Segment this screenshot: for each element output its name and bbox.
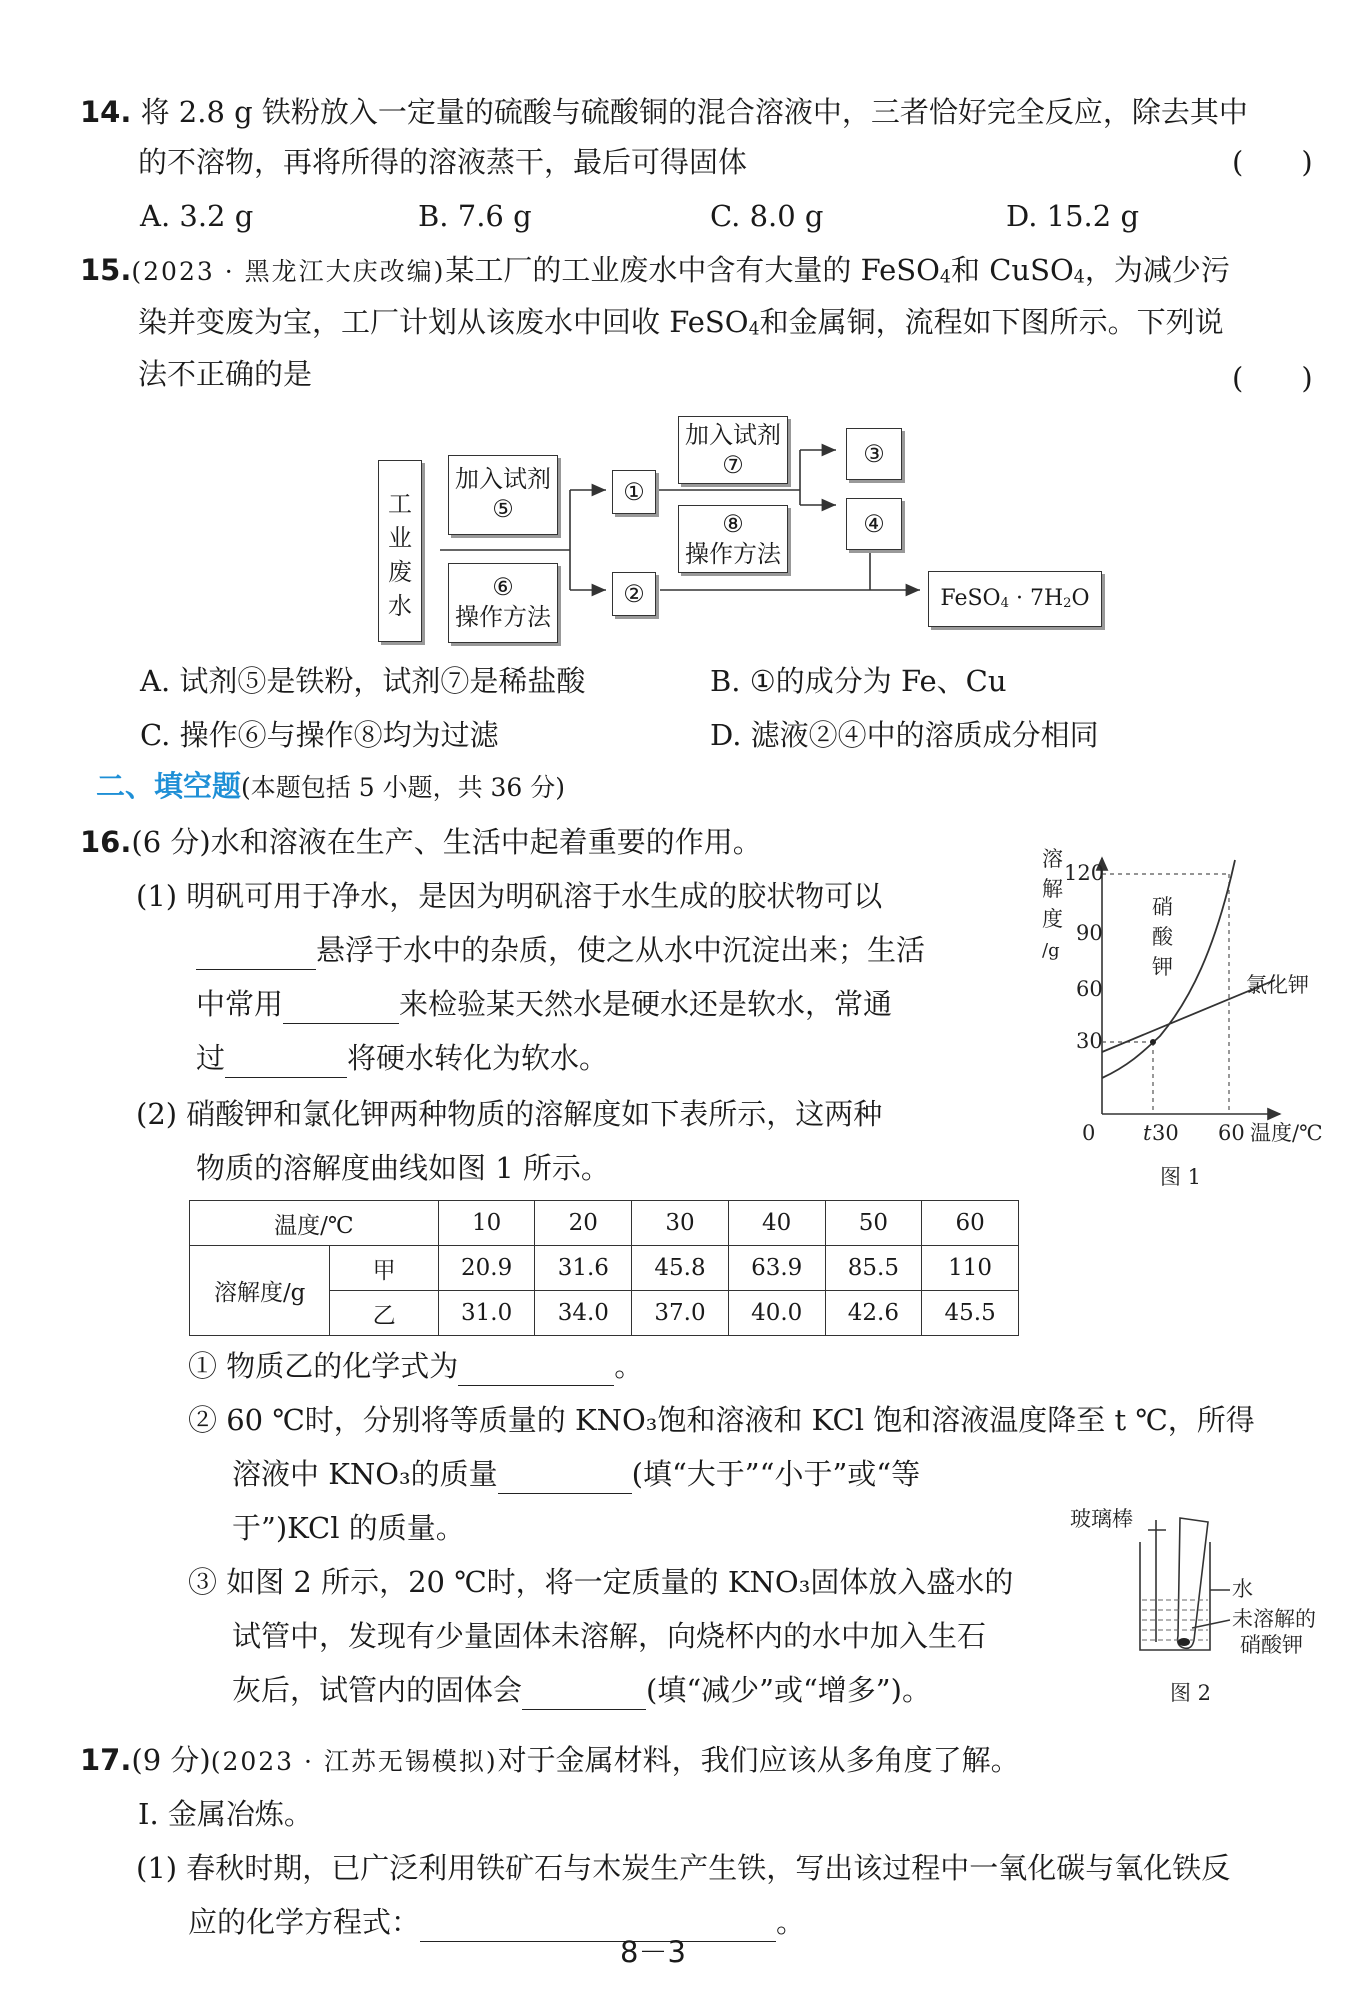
q17-p1-line2: 应的化学方程式： 。 xyxy=(188,1902,805,1942)
section-heading xyxy=(96,766,565,808)
table-substance-name: 甲 xyxy=(330,1246,438,1291)
q16-p1-line1: (1) 明矾可用于净水，是因为明矾溶于水生成的胶状物可以 xyxy=(136,879,883,913)
answer-blank-4[interactable] xyxy=(458,1355,614,1386)
q15-answer-paren: ( ) xyxy=(1232,361,1313,395)
page-number: 8－3 xyxy=(620,1935,686,1969)
q16-sub1: ① 物质乙的化学式为 。 xyxy=(188,1346,643,1386)
q14-option-a: A. 3.2 g xyxy=(140,199,254,233)
flow-waste-water-box: 工业废水 xyxy=(378,460,422,642)
figure2-beaker-diagram xyxy=(1060,1500,1350,1710)
curve1-label-char-1: 硝 xyxy=(1152,895,1173,919)
table-cell: 31.0 xyxy=(438,1291,535,1336)
table-temp-cell: 40 xyxy=(728,1201,825,1246)
undissolved-label-2: 硝酸钾 xyxy=(1240,1633,1303,1657)
table-cell: 37.0 xyxy=(632,1291,729,1336)
table-cell: 110 xyxy=(922,1246,1019,1291)
q15-line3: 法不正确的是 xyxy=(138,357,313,391)
section-title: 二、填空题 xyxy=(96,769,242,803)
q14-option-c: C. 8.0 g xyxy=(710,199,824,233)
water-label: 水 xyxy=(1232,1577,1253,1601)
answer-blank-3[interactable] xyxy=(225,1047,347,1078)
y-label-unit: /g xyxy=(1042,940,1060,961)
q15-number: 15. xyxy=(80,253,132,287)
q17-p1-line1: (1) 春秋时期，已广泛利用铁矿石与木炭生产生铁，写出该过程中一氧化碳与氧化铁反 xyxy=(136,1851,1231,1885)
table-temp-cell: 50 xyxy=(825,1201,922,1246)
q15-option-a: A. 试剂⑤是铁粉，试剂⑦是稀盐酸 xyxy=(140,664,586,698)
flow-reagent5-box: 加入试剂 ⑤ xyxy=(448,455,558,535)
glass-rod-label: 玻璃棒 xyxy=(1070,1507,1133,1531)
table-row-header xyxy=(190,1201,1019,1246)
flow-node1-box: ① xyxy=(612,470,656,514)
table-row xyxy=(190,1246,1019,1291)
y-tick-30: 30 xyxy=(1076,1029,1103,1053)
q16-sub2-line3: 于”)KCl 的质量。 xyxy=(232,1511,465,1545)
flow-operation8-box: ⑧ 操作方法 xyxy=(678,505,788,573)
table-cell: 31.6 xyxy=(535,1246,632,1291)
table-temp-cell: 60 xyxy=(922,1201,1019,1246)
q17-part1: Ⅰ. 金属冶炼。 xyxy=(138,1797,313,1831)
q15-option-b: B. ①的成分为 Fe、Cu xyxy=(710,664,1007,698)
x-axis-label: 温度/℃ xyxy=(1250,1121,1323,1145)
table-temp-cell: 20 xyxy=(535,1201,632,1246)
test-tube xyxy=(1178,1518,1208,1648)
x-tick-t: t xyxy=(1143,1121,1152,1145)
section-note: (本题包括 5 小题，共 36 分) xyxy=(241,773,566,802)
q14-option-b: B. 7.6 g xyxy=(418,199,532,233)
curve2-label: 氯化钾 xyxy=(1246,973,1309,997)
q15-option-c: C. 操作⑥与操作⑧均为过滤 xyxy=(140,718,499,752)
table-cell: 40.0 xyxy=(728,1291,825,1336)
q16-p2-line1: (2) 硝酸钾和氯化钾两种物质的溶解度如下表所示，这两种 xyxy=(136,1097,883,1131)
table-temp-header: 温度/℃ xyxy=(190,1201,439,1246)
curve1-label-char-3: 钾 xyxy=(1152,955,1173,979)
figure1-caption: 图 1 xyxy=(1160,1165,1202,1189)
q14-line1: 14. 将 2.8 g 铁粉放入一定量的硫酸与硫酸铜的混合溶液中，三者恰好完全反应，除去其中 xyxy=(80,95,1248,129)
curve1-label-char-2: 酸 xyxy=(1152,925,1173,949)
flow-product-box: FeSO$_4$ · $7H_2O$ xyxy=(928,571,1102,627)
table-cell: 63.9 xyxy=(728,1246,825,1291)
table-substance-name: 乙 xyxy=(330,1291,438,1336)
y-label-char-3: 度 xyxy=(1042,907,1063,931)
q16-p1-line3: 中常用 来检验某天然水是硬水还是软水，常通 xyxy=(196,984,892,1024)
q16-stem: 16.(6 分)水和溶液在生产、生活中起着重要的作用。 xyxy=(80,825,762,859)
table-cell: 34.0 xyxy=(535,1291,632,1336)
q14-number: 14. xyxy=(80,95,132,129)
y-label-char-1: 溶 xyxy=(1042,847,1063,871)
y-tick-120: 120 xyxy=(1064,861,1105,885)
table-temp-cell: 30 xyxy=(632,1201,729,1246)
table-solubility-header: 溶解度/g xyxy=(190,1246,330,1336)
y-label-char-2: 解 xyxy=(1042,877,1063,901)
q16-p1-line2: 悬浮于水中的杂质，使之从水中沉淀出来；生活 xyxy=(196,930,925,970)
undissolved-solid xyxy=(1178,1638,1190,1646)
figure2-caption: 图 2 xyxy=(1170,1681,1212,1705)
answer-blank-1[interactable] xyxy=(196,939,316,970)
y-tick-60: 60 xyxy=(1076,977,1103,1001)
solubility-table xyxy=(189,1200,1019,1336)
q16-sub3-line1: ③ 如图 2 所示，20 ℃时，将一定质量的 KNO₃固体放入盛水的 xyxy=(188,1565,1014,1599)
undissolved-label-1: 未溶解的 xyxy=(1232,1607,1316,1631)
q16-sub2-line2: 溶液中 KNO₃的质量 (填“大于”“小于”或“等 xyxy=(232,1454,920,1494)
q14-option-d: D. 15.2 g xyxy=(1006,199,1140,233)
flow-operation6-box: ⑥ 操作方法 xyxy=(448,563,558,643)
q15-line2: 染并变废为宝，工厂计划从该废水中回收 FeSO$_4$和金属铜，流程如下图所示。下列说 xyxy=(138,305,1224,340)
q15-source: (2023 · 黑龙江大庆改编) xyxy=(131,257,446,286)
q16-sub3-line3: 灰后，试管内的固体会 (填“减少”或“增多”)。 xyxy=(232,1670,931,1710)
table-cell: 85.5 xyxy=(825,1246,922,1291)
q15-line1: 15.(2023 · 黑龙江大庆改编)某工厂的工业废水中含有大量的 FeSO$_4$和 CuSO$_4$，为减少污 xyxy=(80,253,1230,288)
q16-sub2-line1: ② 60 ℃时，分别将等质量的 KNO₃饱和溶液和 KCl 饱和溶液温度降至 t ℃，所得 xyxy=(188,1403,1255,1437)
table-cell: 45.5 xyxy=(922,1291,1019,1336)
q17-stem: 17.(9 分)(2023 · 江苏无锡模拟)对于金属材料，我们应该从多角度了解。 xyxy=(80,1743,1020,1777)
flow-node4-box: ④ xyxy=(846,498,902,550)
table-cell: 42.6 xyxy=(825,1291,922,1336)
table-temp-cell: 10 xyxy=(438,1201,535,1246)
answer-blank-5[interactable] xyxy=(498,1463,632,1494)
table-cell: 20.9 xyxy=(438,1246,535,1291)
table-cell: 45.8 xyxy=(632,1246,729,1291)
x-tick-0: 0 xyxy=(1082,1121,1096,1145)
q16-sub3-line2: 试管中，发现有少量固体未溶解，向烧杯内的水中加入生石 xyxy=(232,1619,987,1653)
flow-node2-box: ② xyxy=(612,572,656,616)
q15-option-d: D. 滤液②④中的溶质成分相同 xyxy=(710,718,1099,752)
answer-blank-6[interactable] xyxy=(522,1679,646,1710)
flow-node3-box: ③ xyxy=(846,428,902,480)
q17-number: 17. xyxy=(80,1743,132,1777)
q14-line2: 的不溶物，再将所得的溶液蒸干，最后可得固体 xyxy=(138,145,748,179)
q16-number: 16. xyxy=(80,825,132,859)
y-tick-90: 90 xyxy=(1076,921,1103,945)
intersection-point xyxy=(1150,1039,1156,1045)
x-tick-60: 60 xyxy=(1218,1121,1245,1145)
answer-blank-2[interactable] xyxy=(283,993,399,1024)
q14-answer-paren: ( ) xyxy=(1232,145,1313,179)
flow-reagent7-box: 加入试剂 ⑦ xyxy=(678,416,788,484)
x-tick-30: 30 xyxy=(1152,1121,1179,1145)
figure1-solubility-chart xyxy=(1030,840,1350,1200)
answer-blank-7[interactable] xyxy=(420,1911,776,1942)
q16-p2-line2: 物质的溶解度曲线如图 1 所示。 xyxy=(196,1151,610,1185)
q16-p1-line4: 过 将硬水转化为软水。 xyxy=(196,1038,608,1078)
